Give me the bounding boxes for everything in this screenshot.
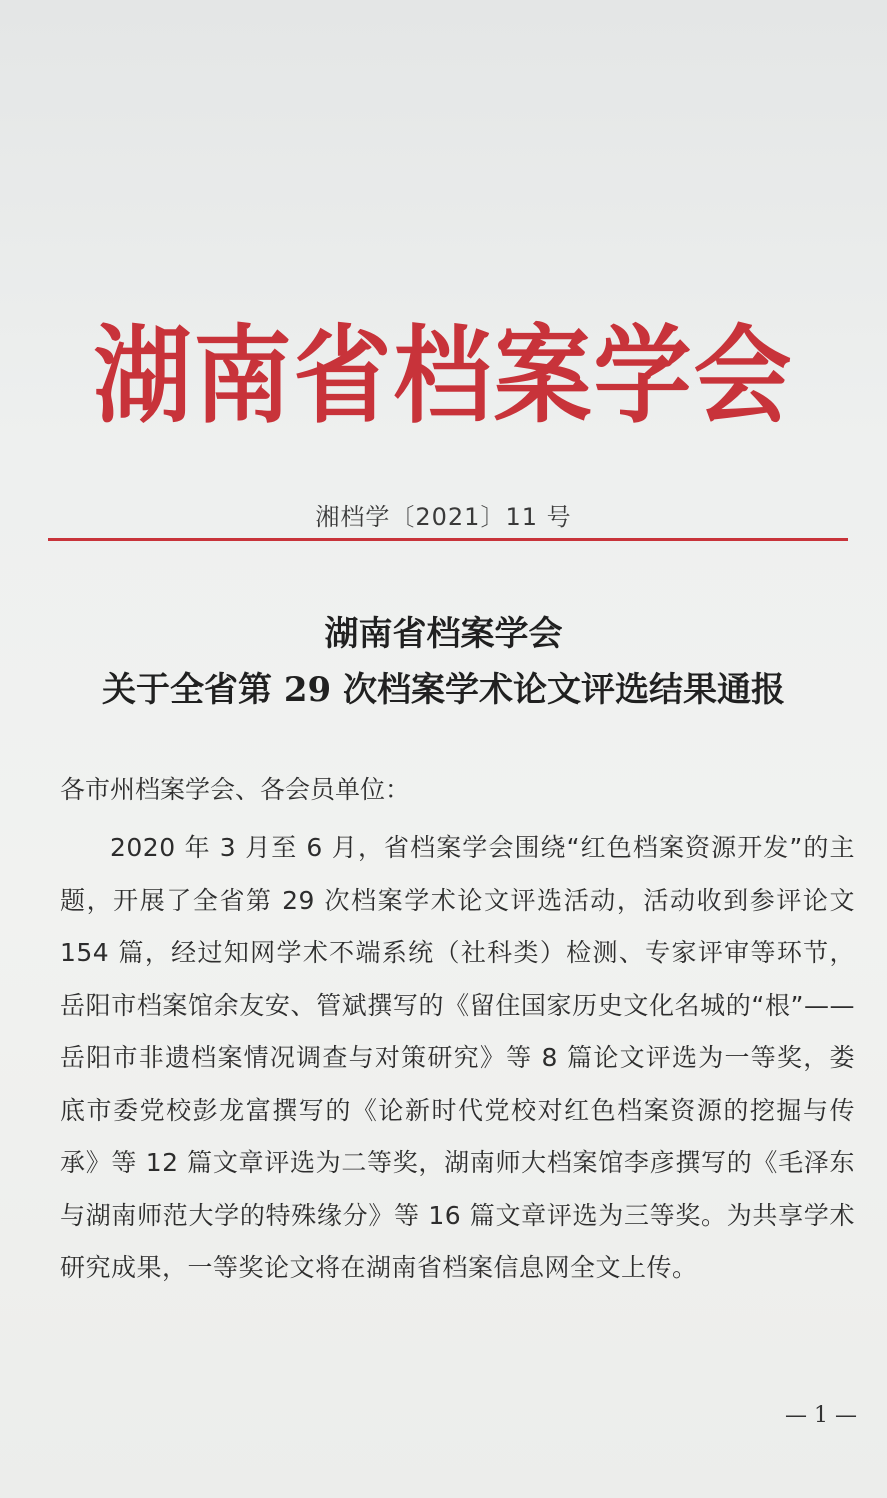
red-divider-line [48, 538, 848, 541]
document-number: 湘档学〔2021〕11 号 [315, 503, 572, 531]
page-number: — 1 — [785, 1403, 857, 1428]
notice-title-line-1: 湖南省档案学会 [324, 614, 563, 654]
body-paragraph: 2020 年 3 月至 6 月，省档案学会围绕“红色档案资源开发”的主题，开展了全省第 29 次档案学术论文评选活动，活动收到参评论文 154 篇，经过知网学术不端系统（社科类）检测、专家评审等环节，岳阳市档案馆余友安、管斌撰写的《留住国家历史文化名城的“根”——岳阳市非遗档案情况调查与对策研究》等 8 篇论文评选为一等奖，娄底市委党校彭龙富撰写的《论新时代党校对红色档案资源的挖掘与传承》等 12 篇文章评选为二等奖，湖南师大档案馆李彦撰写的《毛泽东与湖南师范大学的特殊缘分》等 16 篇文章评选为三等奖。为共享学术研究成果，一等奖论文将在湖南省档案信息网全文上传。 [60, 833, 855, 1282]
notice-title-line-2: 关于全省第 29 次档案学术论文评选结果通报 [102, 670, 785, 710]
salutation: 各市州档案学会、各会员单位： [60, 775, 411, 804]
masthead-title: 湖南省档案学会 [93, 315, 794, 439]
